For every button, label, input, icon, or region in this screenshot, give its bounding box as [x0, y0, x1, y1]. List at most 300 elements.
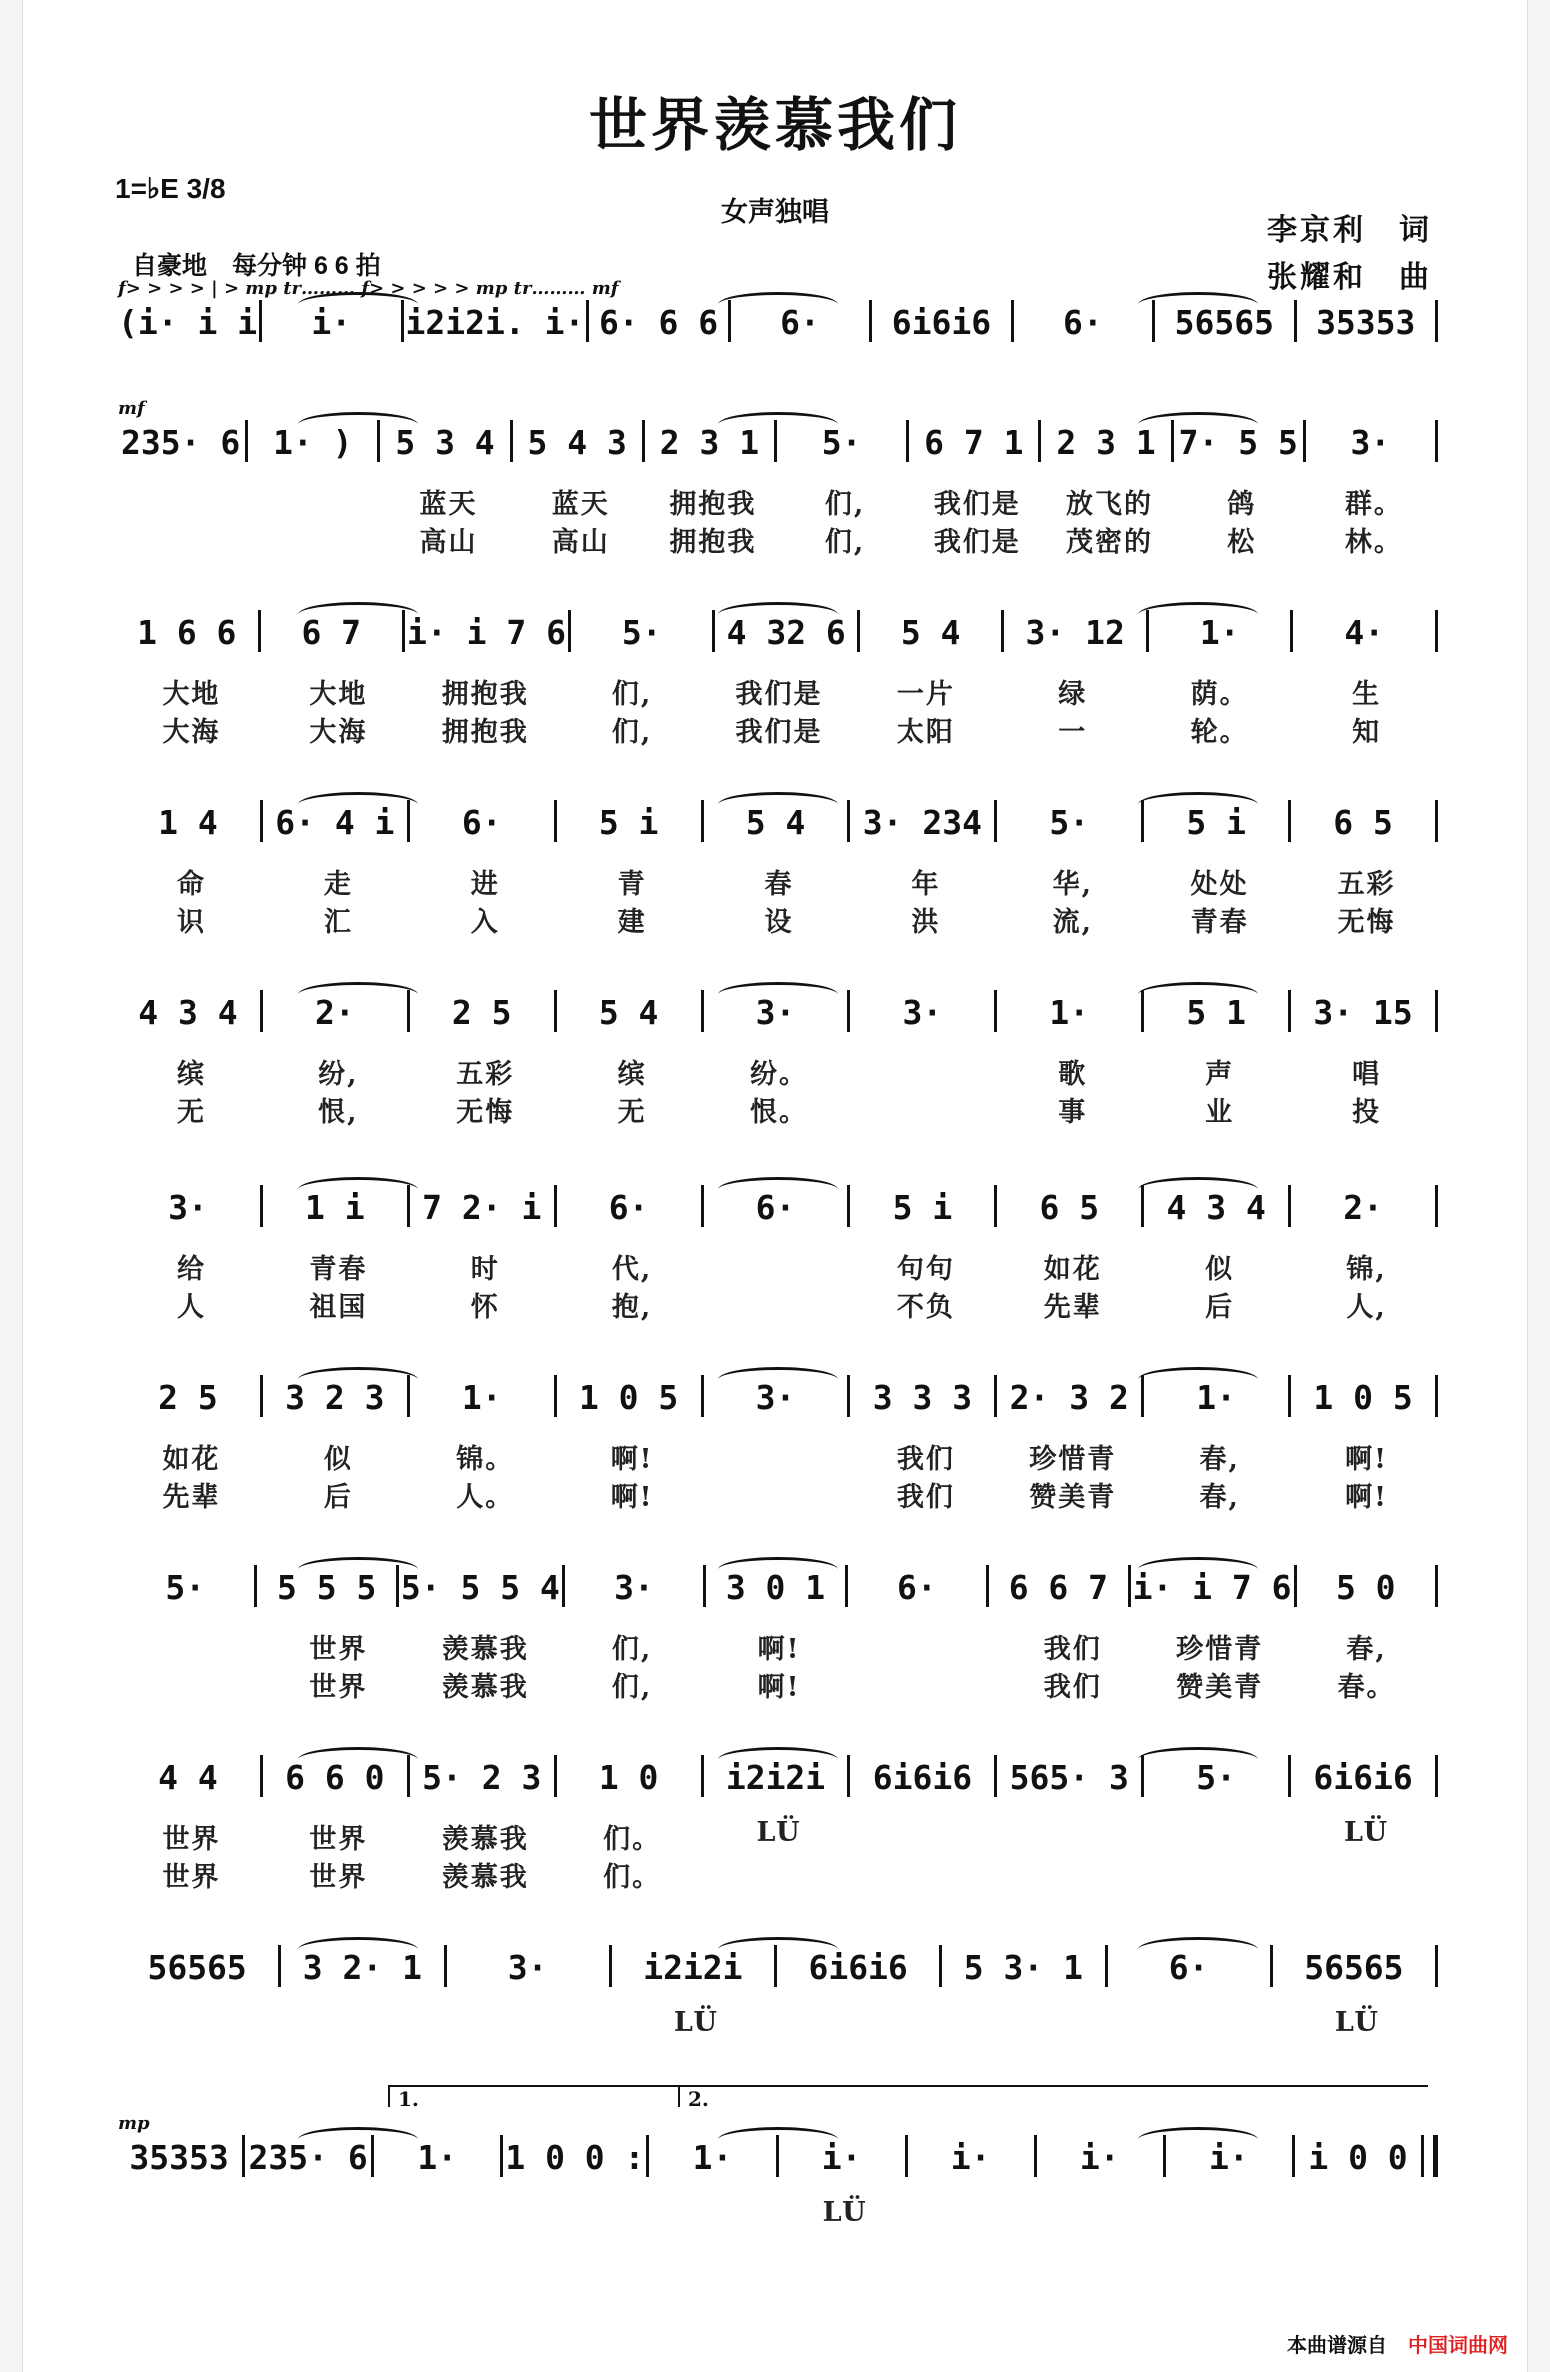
barline	[1435, 420, 1438, 462]
lyric-syllable	[944, 2007, 1109, 2038]
lyric-syllable: 珍惜青	[1176, 1634, 1264, 1665]
slur-mark	[298, 292, 418, 317]
lyric-syllable: 啊!	[757, 1634, 801, 1665]
measure: 5 i	[1186, 803, 1246, 842]
lyric-syllable: 轮。	[1190, 717, 1249, 748]
slur-mark	[718, 1937, 838, 1962]
barline	[1011, 300, 1014, 342]
barline	[1288, 1375, 1291, 1417]
barline	[1435, 1755, 1438, 1797]
measure: i·	[311, 303, 352, 342]
lyric-syllable: 珍惜青	[1029, 1444, 1117, 1475]
slur-mark	[298, 1937, 418, 1962]
lyric-syllable: 羡慕我	[441, 1672, 529, 1703]
lyric-syllable	[852, 1855, 999, 1894]
barline	[986, 1565, 989, 1607]
score-system	[118, 610, 1440, 780]
lyric-syllable: 似	[323, 1444, 353, 1475]
lyrics-verse-2	[118, 1855, 1440, 1894]
lyric-syllable: 啊!	[757, 1672, 801, 1703]
lyric-syllable: 我们	[896, 1482, 955, 1513]
measure: 6·	[897, 1568, 937, 1607]
lyric-syllable: 世界	[162, 1862, 221, 1893]
barline	[939, 1945, 942, 1987]
lyric-syllable	[779, 2007, 944, 2038]
lyric-syllable: 人,	[1346, 1292, 1387, 1323]
lyric-syllable: 识	[176, 907, 206, 938]
lyric-syllable: 怀	[470, 1292, 500, 1323]
score-system	[118, 990, 1440, 1160]
slur-mark	[718, 792, 838, 817]
performance-type: 女声独唱	[721, 197, 829, 228]
barline	[1294, 300, 1297, 342]
lyric-syllable: 们,	[611, 1634, 653, 1665]
lyric-syllable: 后	[323, 1482, 353, 1513]
measure: 4 4	[158, 1758, 218, 1797]
lyric-syllable: 事	[1058, 1097, 1088, 1128]
measure: 7 2· i	[422, 1188, 542, 1227]
measure: 6 7 1	[924, 423, 1024, 462]
lyrics-verse-2	[118, 1090, 1440, 1129]
lyric-syllable: 啊!	[1345, 1444, 1388, 1475]
lyric-syllable: 一	[1058, 717, 1088, 748]
lyric-syllable: 们,	[611, 1672, 653, 1703]
lyrics-verse-2	[118, 1475, 1440, 1514]
lyric-syllable: 进	[470, 869, 500, 900]
barline	[554, 1185, 557, 1227]
lyric-syllable: 无	[176, 1097, 206, 1128]
barline	[847, 990, 850, 1032]
barline	[703, 1565, 706, 1607]
measure: 3· 234	[862, 803, 982, 842]
lyric-syllable	[852, 1817, 999, 1856]
lyrics-verse-1	[118, 2197, 1440, 2228]
lyric-syllable: 知	[1352, 717, 1382, 748]
barline	[1290, 610, 1293, 652]
lyric-syllable: 代,	[611, 1254, 653, 1285]
slur-mark	[298, 2127, 418, 2152]
lyric-syllable: 人。	[456, 1482, 515, 1513]
lyric-syllable: 先辈	[162, 1482, 221, 1513]
measure: 6·	[755, 1188, 796, 1227]
slur-mark	[1138, 292, 1258, 317]
lyric-syllable: 不负	[896, 1292, 955, 1323]
lyric-syllable: 命	[176, 869, 206, 900]
lyric-syllable: 无悔	[456, 1097, 515, 1128]
barline	[701, 800, 704, 842]
lyric-syllable: 纷。	[750, 1059, 808, 1090]
lyric-syllable: 生	[1352, 679, 1382, 710]
lyric-syllable: 声	[1205, 1059, 1235, 1090]
slur-mark	[298, 792, 418, 817]
slur-mark	[718, 602, 838, 627]
lyric-syllable	[1110, 2007, 1275, 2038]
measure: 6·	[780, 303, 820, 342]
barline	[1303, 420, 1306, 462]
lyric-syllable: LÜ	[756, 1817, 802, 1848]
lyric-syllable: 羡慕我	[441, 1634, 529, 1665]
barline	[701, 1375, 704, 1417]
lyric-syllable: 流,	[1052, 907, 1093, 938]
barline	[994, 800, 997, 842]
measure: 1 0 5	[1313, 1378, 1413, 1417]
score-system	[118, 2087, 1440, 2305]
barline	[245, 420, 248, 462]
lyric-syllable: 啊!	[1345, 1482, 1388, 1513]
barline	[444, 1945, 447, 1987]
lyric-syllable: 先辈	[1043, 1292, 1102, 1323]
lyric-syllable: 我们是	[933, 527, 1021, 558]
barline	[586, 300, 589, 342]
lyric-syllable: 蓝天	[419, 489, 478, 520]
footer	[1287, 2329, 1508, 2358]
measure: 6 6 0	[285, 1758, 385, 1797]
lyric-syllable	[706, 1285, 853, 1324]
slur-mark	[1138, 602, 1258, 627]
barline	[1288, 1185, 1291, 1227]
lyric-syllable: 时	[470, 1254, 500, 1285]
measure: 3 2· 1	[302, 1948, 422, 1987]
measure: 235· 6	[120, 423, 241, 462]
lyric-syllable: 荫。	[1190, 679, 1249, 710]
measure: 3·	[755, 993, 796, 1032]
slur-mark	[718, 2127, 838, 2152]
barline	[1270, 1945, 1273, 1987]
measure: 35353	[1316, 303, 1416, 342]
measure: 3 0 1	[725, 1568, 826, 1607]
lyric-syllable: 们,	[824, 489, 866, 520]
measure: 5 3 4	[395, 423, 495, 462]
slur-mark	[1138, 1557, 1258, 1582]
measure: 1·	[1196, 1378, 1237, 1417]
barline	[906, 420, 909, 462]
measure: 1 6 6	[137, 613, 237, 652]
lyric-syllable	[706, 1855, 853, 1894]
slur-mark	[298, 412, 418, 437]
lyric-syllable	[706, 1247, 853, 1286]
lyric-syllable	[250, 482, 382, 521]
measure: 6i6i6	[872, 1758, 973, 1797]
score-system	[118, 1185, 1440, 1355]
measure: i· i 7 6	[407, 613, 566, 652]
score-system	[118, 1375, 1440, 1545]
measure: 2 5	[451, 993, 512, 1032]
lyrics-verse-1	[118, 1627, 1440, 1666]
measure: 3 2 3	[285, 1378, 385, 1417]
lyric-syllable: 年	[911, 869, 941, 900]
measure: 4 3 4	[1166, 1188, 1266, 1227]
measure: 6i6i6	[1313, 1758, 1413, 1797]
barline	[1288, 800, 1291, 842]
barline	[260, 1375, 263, 1417]
lyric-syllable: 如花	[1043, 1254, 1102, 1285]
measure: 5 1	[1186, 993, 1246, 1032]
measure: 1·	[1049, 993, 1090, 1032]
lyric-syllable: 一片	[896, 679, 955, 710]
slur-mark	[718, 1747, 838, 1772]
barline	[1435, 300, 1438, 342]
lyric-syllable	[999, 1817, 1146, 1856]
song-title: 世界羡慕我们	[588, 91, 961, 159]
barline	[1435, 610, 1438, 652]
lyricist-credit: 李京利 词	[1267, 213, 1432, 248]
lyric-syllable: 我们	[896, 1444, 955, 1475]
lyric-syllable	[250, 2197, 382, 2228]
barline	[845, 1565, 848, 1607]
measure: i·	[821, 2138, 862, 2177]
lyric-syllable: 鸽	[1227, 489, 1257, 520]
barline	[994, 1755, 997, 1797]
lyric-syllable: 青春	[1190, 907, 1249, 938]
measure: 5· 2 3	[422, 1758, 542, 1797]
measure: 56565	[1304, 1948, 1404, 1987]
measure: 1· )	[273, 423, 353, 462]
lyric-syllable: 赞美青	[1176, 1672, 1264, 1703]
slur-mark	[298, 982, 418, 1007]
measure: 3· 15	[1313, 993, 1413, 1032]
measure: 3·	[168, 1188, 208, 1227]
measure: 5 4	[900, 613, 961, 652]
lyric-syllable: 群。	[1344, 489, 1403, 520]
score-system	[118, 800, 1440, 970]
barline	[259, 300, 262, 342]
slur-mark	[718, 412, 838, 437]
measure: 4 32 6	[726, 613, 846, 652]
measure: 3·	[507, 1948, 548, 1987]
lyric-syllable	[449, 2007, 614, 2038]
dynamics-marks: mf	[118, 398, 145, 419]
first-ending-bracket: 1.	[388, 2085, 788, 2107]
lyric-syllable: 恨。	[750, 1097, 808, 1128]
measure: i· i 7 6	[1132, 1568, 1292, 1607]
lyric-syllable: 青	[617, 869, 647, 900]
lyric-syllable	[382, 2197, 514, 2228]
lyric-syllable	[118, 1665, 265, 1704]
lyric-syllable: 拥抱我	[441, 679, 529, 710]
barline	[642, 420, 645, 462]
lyric-syllable: 歌	[1058, 1059, 1088, 1090]
lyric-syllable: 大海	[162, 717, 221, 748]
barline	[847, 800, 850, 842]
barline	[1435, 1185, 1438, 1227]
measure: 5·	[621, 613, 662, 652]
lyric-syllable: 华,	[1052, 869, 1093, 900]
lyric-syllable: 太阳	[896, 717, 955, 748]
lyric-syllable: 我们是	[735, 679, 823, 710]
barline	[562, 1565, 565, 1607]
lyric-syllable: 锦,	[1346, 1254, 1387, 1285]
measure: 2 3 1	[659, 423, 760, 462]
lyric-syllable: 恨,	[318, 1097, 359, 1128]
measure: 2 3 1	[1056, 423, 1156, 462]
barline	[1435, 1945, 1438, 1987]
lyric-syllable: 锦。	[456, 1444, 515, 1475]
barline	[510, 420, 513, 462]
lyric-syllable: LÜ	[1334, 2007, 1380, 2038]
barline	[554, 800, 557, 842]
final-barline	[1421, 2135, 1438, 2177]
lyric-syllable: 业	[1205, 1097, 1235, 1128]
lyric-syllable: 如花	[162, 1444, 221, 1475]
lyric-syllable: 入	[470, 907, 500, 938]
lyric-syllable: 我们是	[735, 717, 823, 748]
slur-mark	[718, 1177, 838, 1202]
lyric-syllable: 们。	[603, 1824, 662, 1855]
barline	[701, 1185, 704, 1227]
lyric-syllable: 拥抱我	[669, 489, 757, 520]
lyric-syllable: 羡慕我	[441, 1862, 529, 1893]
lyric-syllable: 后	[1205, 1292, 1235, 1323]
slur-mark	[1138, 1747, 1258, 1772]
lyric-syllable: 世界	[162, 1824, 221, 1855]
lyric-syllable: 抱,	[611, 1292, 653, 1323]
lyric-syllable: 五彩	[1337, 869, 1396, 900]
slur-mark	[1138, 982, 1258, 1007]
barline	[1435, 1375, 1438, 1417]
barline	[712, 610, 715, 652]
footer-site-link[interactable]: 中国词曲网	[1408, 2333, 1508, 2357]
lyric-syllable: 我们是	[933, 489, 1021, 520]
measure: 1 0 0 :	[505, 2138, 645, 2177]
lyrics-verse-2	[118, 710, 1440, 749]
slur-mark	[298, 602, 418, 627]
barline	[1034, 2135, 1037, 2177]
barline	[500, 2135, 503, 2177]
lyrics-verse-2	[118, 1665, 1440, 1704]
lyrics-verse-1	[118, 1817, 1440, 1856]
lyric-syllable: 们。	[603, 1862, 662, 1893]
measure: 6i6i6	[891, 303, 992, 342]
lyric-syllable	[1176, 2197, 1308, 2228]
lyric-syllable	[1043, 2197, 1175, 2228]
barline	[994, 1375, 997, 1417]
slur-mark	[298, 1177, 418, 1202]
score-system	[118, 398, 1440, 590]
composer-credit: 张耀和 曲	[1267, 260, 1432, 295]
lyric-syllable: LÜ	[1344, 1817, 1390, 1848]
barline	[847, 1375, 850, 1417]
lyric-syllable: 投	[1352, 1097, 1382, 1128]
slur-mark	[1138, 1177, 1258, 1202]
measure: 1 4	[158, 803, 218, 842]
measure: 6· 4 i	[275, 803, 395, 842]
barline	[905, 2135, 908, 2177]
measure: 5· 5 5 4	[400, 1568, 560, 1607]
slur-mark	[1138, 792, 1258, 817]
barline	[1288, 1755, 1291, 1797]
measure: 6·	[461, 803, 502, 842]
measure: 3·	[1350, 423, 1391, 462]
measure: 2·	[1343, 1188, 1383, 1227]
lyric-syllable: 拥抱我	[441, 717, 529, 748]
measure: 4·	[1344, 613, 1385, 652]
measure: 5 3· 1	[963, 1948, 1083, 1987]
measure: 1·	[692, 2138, 733, 2177]
lyric-syllable: 无悔	[1337, 907, 1396, 938]
measure: 1 0	[598, 1758, 659, 1797]
lyric-syllable	[515, 2197, 647, 2228]
slur-mark	[298, 1557, 418, 1582]
lyrics-verse-1	[118, 482, 1440, 521]
barline	[1038, 420, 1041, 462]
lyric-syllable: 似	[1205, 1254, 1235, 1285]
barline	[857, 610, 860, 652]
measure: 56565	[1174, 303, 1274, 342]
lyric-syllable: 赞美青	[1029, 1482, 1117, 1513]
lyric-syllable: 放飞的	[1066, 489, 1154, 520]
lyric-syllable: 春	[764, 869, 794, 900]
lyric-syllable: 缤	[617, 1059, 647, 1090]
lyric-syllable: 走	[323, 869, 353, 900]
measure: 565· 3	[1009, 1758, 1129, 1797]
measure: 1 i	[305, 1188, 365, 1227]
barline	[258, 610, 261, 652]
measure: 5·	[821, 423, 862, 462]
lyric-syllable: 处处	[1190, 869, 1249, 900]
barline	[554, 990, 557, 1032]
measure: 6 5	[1039, 1188, 1100, 1227]
measure: 3·	[755, 1378, 796, 1417]
lyric-syllable: 给	[176, 1254, 206, 1285]
lyric-syllable: 青春	[309, 1254, 368, 1285]
measure: 3·	[614, 1568, 654, 1607]
lyric-syllable	[852, 1665, 999, 1704]
lyric-syllable	[118, 1627, 265, 1666]
measure: 5 4	[598, 993, 659, 1032]
slur-mark	[1138, 1367, 1258, 1392]
tempo-marking: 自豪地 每分钟 6 6 拍	[132, 252, 381, 280]
measure: 6·	[1168, 1948, 1209, 1987]
lyric-syllable: 世界	[309, 1862, 368, 1893]
barline	[1435, 1565, 1438, 1607]
lyric-syllable	[1146, 1855, 1293, 1894]
measure: 6·	[1062, 303, 1103, 342]
slur-mark	[298, 1367, 418, 1392]
slur-mark	[298, 1747, 418, 1772]
lyric-syllable	[118, 2007, 283, 2038]
lyric-syllable: 五彩	[456, 1059, 515, 1090]
measure: 56565	[147, 1948, 247, 1987]
measure: 3· 12	[1025, 613, 1125, 652]
lyric-syllable: 们,	[824, 527, 866, 558]
lyric-syllable	[852, 1090, 999, 1129]
lyric-syllable: 纷,	[318, 1059, 359, 1090]
lyric-syllable: 高山	[551, 527, 610, 558]
lyric-syllable: 松	[1227, 527, 1257, 558]
lyric-syllable: 祖国	[309, 1292, 368, 1323]
measure: i2i2i. i·	[405, 303, 585, 342]
lyric-syllable: 蓝天	[551, 489, 610, 520]
barline	[254, 1565, 257, 1607]
measure: 2· 3 2	[1009, 1378, 1129, 1417]
second-ending-bracket: 2.	[678, 2085, 1428, 2107]
barline	[260, 800, 263, 842]
measure: 6 5	[1333, 803, 1393, 842]
slur-mark	[718, 982, 838, 1007]
slur-mark	[718, 1557, 838, 1582]
lyric-syllable: 世界	[309, 1824, 368, 1855]
barline	[1294, 1565, 1297, 1607]
lyric-syllable: 唱	[1352, 1059, 1382, 1090]
lyric-syllable: 缤	[176, 1059, 206, 1090]
barline	[609, 1945, 612, 1987]
barline	[701, 1755, 704, 1797]
lyric-syllable	[706, 1437, 853, 1476]
lyric-syllable: 大海	[309, 717, 368, 748]
barline	[260, 990, 263, 1032]
lyrics-verse-1	[118, 1052, 1440, 1091]
lyric-syllable	[852, 1052, 999, 1091]
